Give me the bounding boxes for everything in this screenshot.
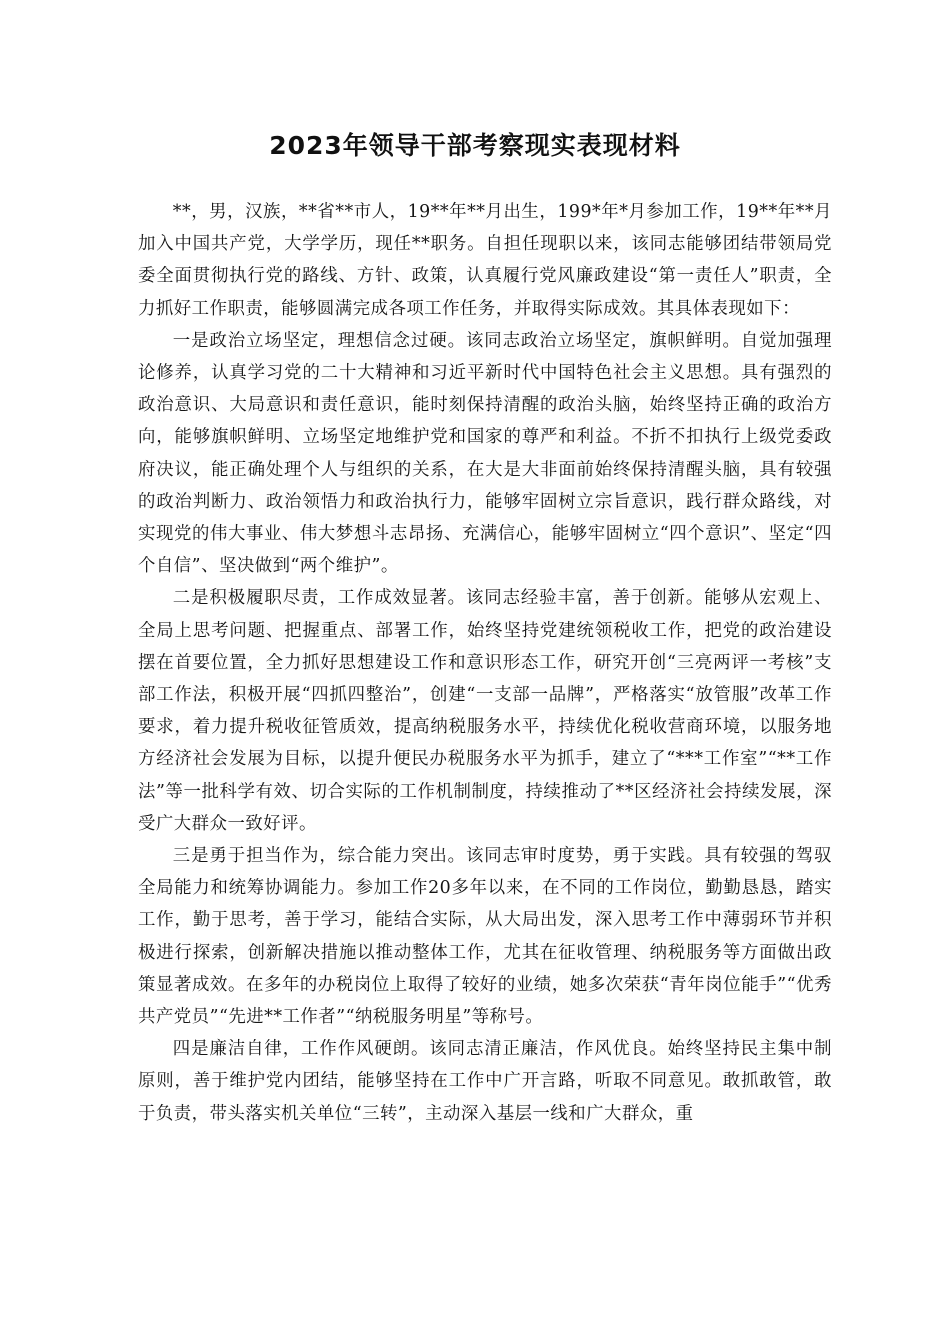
paragraph-responsibility: 三是勇于担当作为，综合能力突出。该同志审时度势，勇于实践。具有较强的驾驭全局能力和统筹协调能力。参加工作20多年以来，在不同的工作岗位，勤勤恳恳，踏实工作，勤于思考，善于学习，能结合实际，从大局出发，深入思考工作中薄弱环节并积极进行探索，创新解决措施以推动整体工作，尤其在征收管理、纳税服务等方面做出政策显著成效。在多年的办税岗位上取得了较好的业绩，她多次荣获“青年岗位能手”“优秀共产党员”“先进**工作者”“纳税服务明星”等称号。	[138, 846, 832, 1028]
document-title: 2023年领导干部考察现实表现材料	[269, 131, 681, 160]
paragraph-intro: **，男，汉族，**省**市人，19**年**月出生，199*年*月参加工作，19**年**月加入中国共产党，大学学历，现任**职务。自担任现职以来，该同志能够团结带领局党委全面贯彻执行党的路线、方针、政策，认真履行党风廉政建设“第一责任人”职责，全力抓好工作职责，能够圆满完成各项工作任务，并取得实际成效。其具体表现如下：	[138, 202, 832, 319]
document-body	[138, 196, 832, 1130]
paragraph-duty-performance: 二是积极履职尽责，工作成效显著。该同志经验丰富，善于创新。能够从宏观上、全局上思考问题、把握重点、部署工作，始终坚持党建统领税收工作，把党的政治建设摆在首要位置，全力抓好思想建设工作和意识形态工作，研究开创“三亮两评一考核”支部工作法，积极开展“四抓四整治”，创建“一支部一品牌”，严格落实“放管服”改革工作要求，着力提升税收征管质效，提高纳税服务水平，持续优化税收营商环境，以服务地方经济社会发展为目标，以提升便民办税服务水平为抓手，建立了“***工作室”“**工作法”等一批科学有效、切合实际的工作机制制度，持续推动了**区经济社会持续发展，深受广大群众一致好评。	[138, 588, 832, 834]
paragraph-integrity: 四是廉洁自律，工作作风硬朗。该同志清正廉洁，作风优良。始终坚持民主集中制原则，善于维护党内团结，能够坚持在工作中广开言路，听取不同意见。敢抓敢管，敢于负责，带头落实机关单位“三转”，主动深入基层一线和广大群众，重	[138, 1039, 832, 1124]
paragraph-political-stance: 一是政治立场坚定，理想信念过硬。该同志政治立场坚定，旗帜鲜明。自觉加强理论修养，认真学习党的二十大精神和习近平新时代中国特色社会主义思想。具有强烈的政治意识、大局意识和责任意识，能时刻保持清醒的政治头脑，始终坚持正确的政治方向，能够旗帜鲜明、立场坚定地维护党和国家的尊严和利益。不折不扣执行上级党委政府决议，能正确处理个人与组织的关系，在大是大非面前始终保持清醒头脑，具有较强的政治判断力、政治领悟力和政治执行力，能够牢固树立宗旨意识，践行群众路线，对实现党的伟大事业、伟大梦想斗志昂扬、充满信心，能够牢固树立“四个意识”、坚定“四个自信”、坚决做到“两个维护”。	[138, 330, 832, 577]
